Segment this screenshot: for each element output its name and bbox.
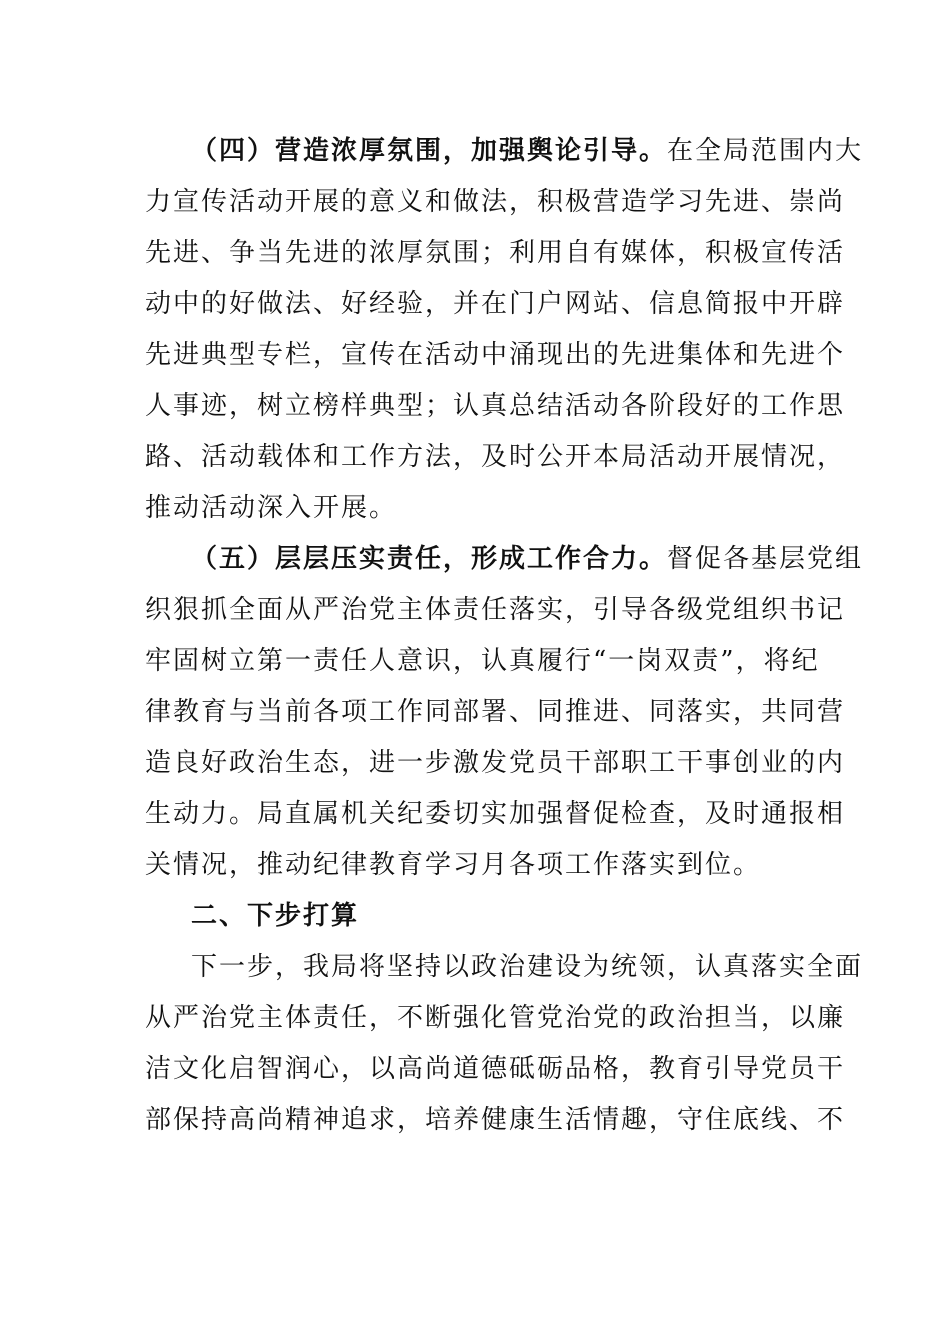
paragraph-line: 力宣传活动开展的意义和做法，积极营造学习先进、崇尚 [145, 187, 846, 217]
paragraph-line [145, 942, 864, 993]
paragraph-line: 生动力。局直属机关纪委切实加强督促检查，及时通报相 [145, 799, 846, 829]
paragraph-line: 关情况，推动纪律教育学习月各项工作落实到位。 [145, 850, 762, 880]
document-body [145, 126, 864, 1146]
section-4-heading: （四）营造浓厚氛围，加强舆论引导。 [191, 136, 668, 166]
paragraph-line: 律教育与当前各项工作同部署、同推进、同落实，共同营 [145, 697, 846, 727]
paragraph-line: 织狠抓全面从严治党主体责任落实，引导各级党组织书记 [145, 595, 846, 625]
section-next-heading: 二、下步打算 [191, 901, 360, 931]
paragraph-text: 下一步，我局将坚持以政治建设为统领，认真落实全面 [191, 952, 864, 982]
paragraph-line: 造良好政治生态，进一步激发党员干部职工干事创业的内 [145, 748, 846, 778]
paragraph-line: 人事迹，树立榜样典型；认真总结活动各阶段好的工作思 [145, 391, 846, 421]
paragraph-line: 牢固树立第一责任人意识，认真履行“一岗双责”，将纪 [145, 646, 820, 676]
section-5-text: 督促各基层党组 [667, 544, 864, 574]
paragraph-5-line-1 [145, 534, 864, 585]
paragraph-4-line-1 [145, 126, 864, 177]
paragraph-line: 部保持高尚精神追求，培养健康生活情趣，守住底线、不 [145, 1105, 846, 1135]
paragraph-line: 先进、争当先进的浓厚氛围；利用自有媒体，积极宣传活 [145, 238, 846, 268]
paragraph-line: 从严治党主体责任，不断强化管党治党的政治担当，以廉 [145, 1003, 846, 1033]
paragraph-line: 路、活动载体和工作方法，及时公开本局活动开展情况， [145, 442, 846, 472]
section-heading-line [145, 891, 805, 942]
paragraph-line: 推动活动深入开展。 [145, 493, 398, 523]
paragraph-line: 先进典型专栏，宣传在活动中涌现出的先进集体和先进个 [145, 340, 846, 370]
section-5-heading: （五）层层压实责任，形成工作合力。 [191, 544, 668, 574]
paragraph-line: 洁文化启智润心，以高尚道德砥砺品格，教育引导党员干 [145, 1054, 846, 1084]
paragraph-line: 动中的好做法、好经验，并在门户网站、信息简报中开辟 [145, 289, 846, 319]
section-4-text: 在全局范围内大 [667, 136, 864, 166]
